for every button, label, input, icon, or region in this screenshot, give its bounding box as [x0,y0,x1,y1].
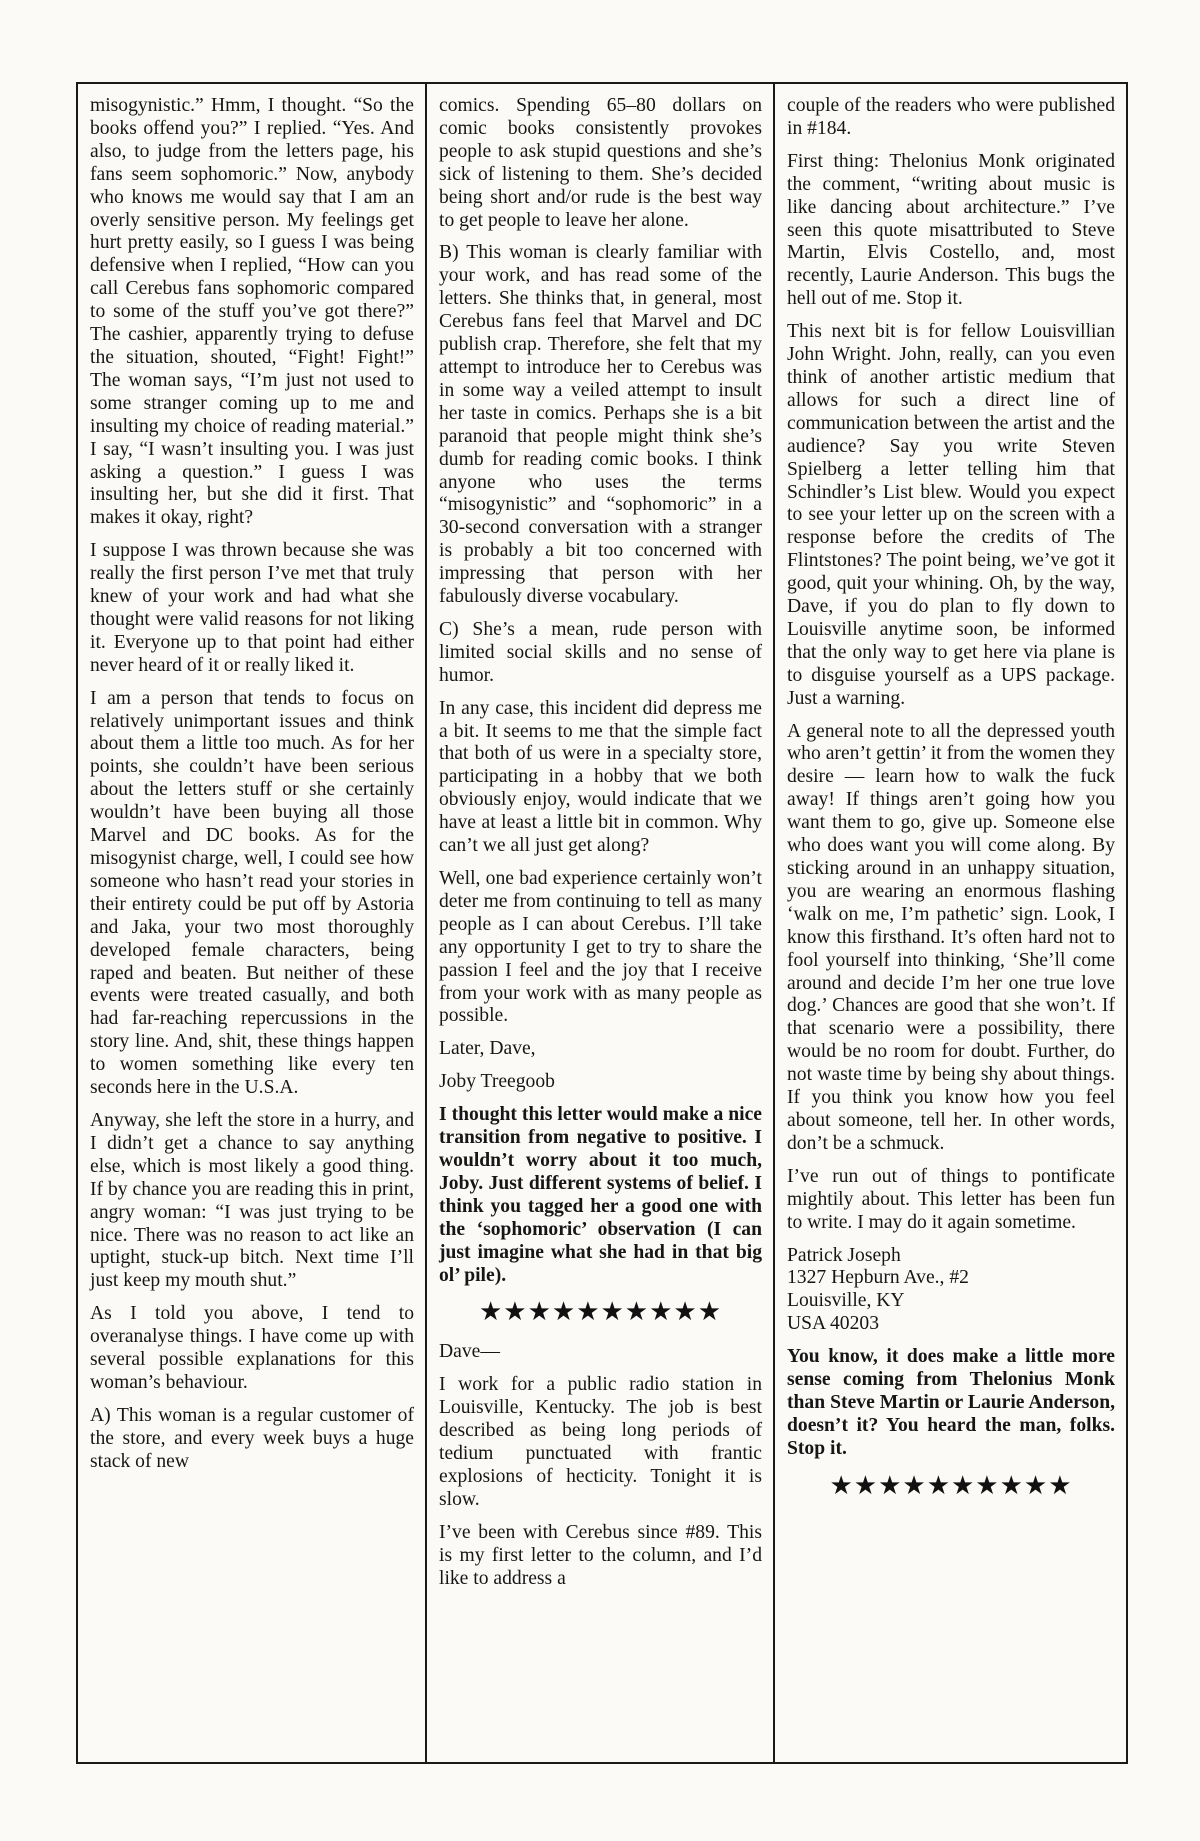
letter-paragraph: I work for a public radio station in Louisville, Kentucky. The job is best described as being long periods of tedium punctuated with frantic explosions of hecticity. Tonight it is slow. [439,1374,762,1510]
letter-paragraph: I suppose I was thrown because she was really the first person I’ve met that truly knew of your work and had what she thought were valid reasons for not liking it. Everyone up to that point had either never heard of it or really liked it. [90,540,414,676]
sender-city: Louisville, KY [787,1290,905,1312]
editor-response: I thought this letter would make a nice transition from negative to positive. I wouldn’t worry about it too much, Joby. Just different systems of belief. I think you tagged her a good one with the ‘sophomoric’ observation (I can just imagine what she had in that big ol’ pile). [439,1104,762,1286]
letter-paragraph: B) This woman is clearly familiar with your work, and has read some of the letters. She thinks that, in general, most Cerebus fans feel that Marvel and DC publish crap. Therefore, she felt that my attempt to introduce her to Cerebus was in some way a veiled attempt to insult her taste in comics. Perhaps she is a bit paranoid that people might think she’s dumb for reading comic books. I think anyone who uses the terms “misogynistic” and “sophomoric” in a 30-second conversation with a stranger is probably a bit too concerned with impressing that person with her fabulously diverse vocabulary. [439,242,762,608]
letter-paragraph: comics. Spending 65–80 dollars on comic books consistently provokes people to ask stupid questions and she’s sick of listening to them. She’s decided being short and/or rude is the best way to get people to leave her alone. [439,95,762,231]
sender-address [787,1245,1115,1337]
letter-paragraph: Well, one bad experience certainly won’t deter me from continuing to tell as many people as I can about Cerebus. I’ll take any opportunity I get to try to share the passion I feel and the joy that I receive from your work with as many people as possible. [439,868,762,1027]
star-divider: ★★★★★★★★★★ [829,1470,1073,1500]
letter-paragraph: C) She’s a mean, rude person with limited social skills and no sense of humor. [439,618,762,686]
letter-paragraph: I am a person that tends to focus on relatively unimportant issues and think about them a little too much. As for her points, she couldn’t have been serious about the letters stuff or she certainly wouldn’t have been buying all those Marvel and DC books. As for the misogynist charge, well, I could see how someone who hasn’t read your stories in their entirety could be put off by Astoria and Jaka, your two most thoroughly developed female characters, being raped and beaten. But neither of these events were treated casually, and both had far-reaching repercussions in the story line. And, shit, these things happen to women something like every ten seconds here in the U.S.A. [90,687,414,1099]
letter-paragraph: As I told you above, I tend to overanalyse things. I have come up with several possible explanations for this woman’s behaviour. [90,1303,414,1393]
letter-signoff: Later, Dave, [439,1038,536,1060]
sender-street: 1327 Hepburn Ave., #2 [787,1267,969,1289]
column-2 [427,84,775,1762]
letter-paragraph: misogynistic.” Hmm, I thought. “So the books offend you?” I replied. “Yes. And also, to judge from the letters page, his fans seem sophomoric.” Now, anybody who knows me would say that I am an overly sensitive person. My feelings get hurt pretty easily, so I guess I was being defensive when I replied, “How can you call Cerebus fans sophomoric compared to some of the stuff you’ve got there?” The cashier, apparently trying to defuse the situation, shouted, “Fight! Fight!” The woman says, “I’m just not used to some stranger coming up to me and insulting my choice of reading material.” I say, “I wasn’t insulting you. I was just asking a question.” I guess I was insulting her, but she did it first. That makes it okay, right? [90,95,414,529]
letter-paragraph: First thing: Thelonius Monk originated the comment, “writing about music is like dancing about architecture.” I’ve seen this quote misattributed to Steve Martin, Elvis Costello, and, most recently, Laurie Anderson. This bugs the hell out of me. Stop it. [787,150,1115,310]
letter-paragraph: I’ve run out of things to pontificate mightily about. This letter has been fun to write. I may do it again sometime. [787,1165,1115,1233]
letters-frame [76,82,1128,1764]
letter-paragraph: This next bit is for fellow Louisvillian John Wright. John, really, can you even think of another artistic medium that allows for such a direct line of communication between the artist and the audience? Say you write Steven Spielberg a letter telling him that Schindler’s List blew. Would you expect to see your letter up on the screen with a response before the credits of The Flintstones? The point being, we’ve got it good, quit your whining. Oh, by the way, Dave, if you do plan to fly down to Louisville anytime soon, be informed that the only way to get here via plane is to disguise yourself as a UPS package. Just a warning. [787,321,1115,709]
letter-paragraph: I’ve been with Cerebus since #89. This is my first letter to the column, and I’d like to address a [439,1521,762,1589]
sender-country: USA 40203 [787,1313,879,1335]
sender-name: Patrick Joseph [787,1244,901,1266]
letter-signature: Joby Treegoob [439,1071,555,1093]
letter-paragraph: A) This woman is a regular customer of the store, and every week buys a huge stack of new [90,1404,414,1472]
letter-salutation: Dave— [439,1341,500,1363]
letter-paragraph: A general note to all the depressed youth who aren’t gettin’ it from the women they desire — learn how to walk the fuck away! If things aren’t going how you want them to go, give up. Someone else who does want you will come along. By sticking around in an unhappy situation, you are wearing an enormous flashing ‘walk on me, I’m pathetic’ sign. Look, I know this firsthand. It’s often hard not to fool yourself into thinking, ‘She’ll come around and decide I’m her one true love dog.’ Chances are good that she won’t. If that scenario were a possibility, there would be no room for doubt. Further, do not waste time by being shy about things. If you think you know how you feel about someone, tell her. In other words, don’t be a schmuck. [787,720,1115,1154]
letter-paragraph: In any case, this incident did depress me a bit. It seems to me that the simple fact that both of us were in a specialty store, participating in a hobby that we both obviously enjoy, would indicate that we have at least a little bit in common. Why can’t we all just get along? [439,697,762,857]
letter-paragraph: Anyway, she left the store in a hurry, and I didn’t get a chance to say anything else, which is most likely a good thing. If by chance you are reading this in print, angry woman: “I was just trying to be nice. There was no reason to act like an uptight, stuck-up bitch. Next time I’ll just keep my mouth shut.” [90,1109,414,1292]
editor-response: You know, it does make a little more sense coming from Thelonius Monk than Steve Martin or Laurie Anderson, doesn’t it? You heard the man, folks. Stop it. [787,1346,1115,1459]
column-1 [78,84,427,1762]
letter-paragraph: couple of the readers who were published in #184. [787,95,1115,139]
star-divider: ★★★★★★★★★★ [478,1297,723,1327]
column-3 [775,84,1126,1762]
